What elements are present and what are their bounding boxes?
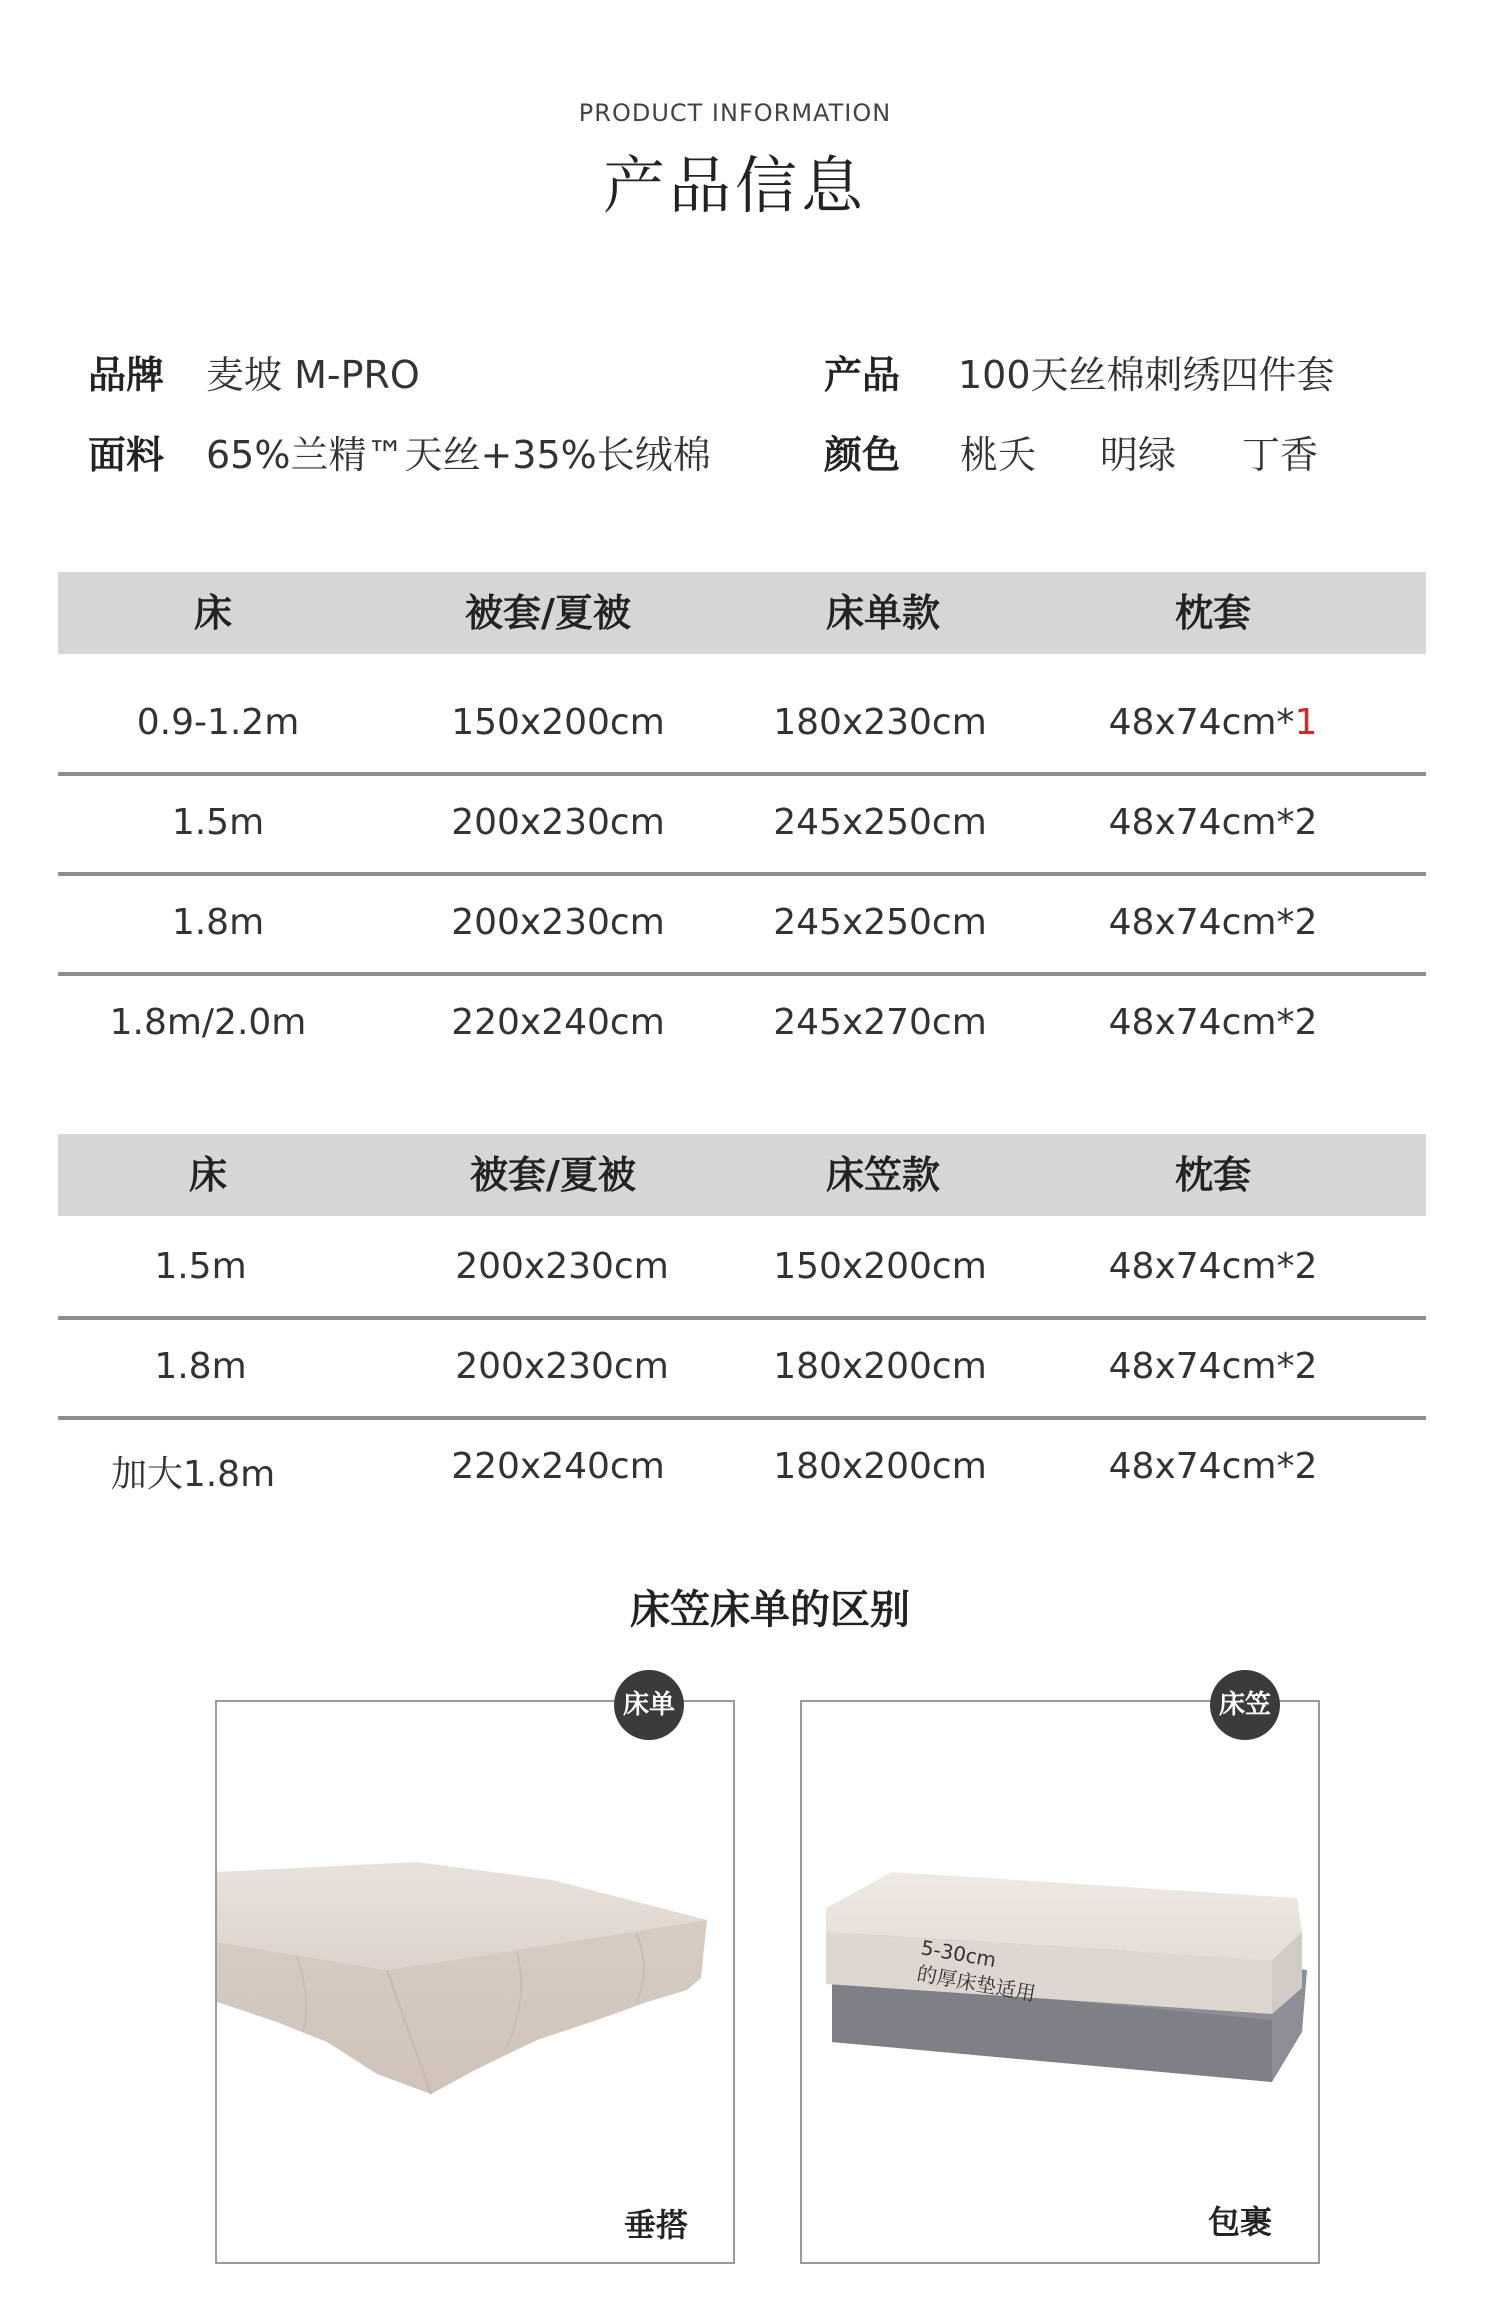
duvet-cell: 200x230cm: [455, 1346, 669, 1387]
duvet-cell: 150x200cm: [451, 702, 665, 743]
sheet-table-header: [58, 572, 1426, 654]
flat-sheet-caption: 垂搭: [624, 2206, 689, 2244]
column-header: 床: [193, 591, 232, 635]
column-header: 枕套: [1174, 1153, 1251, 1197]
bed-size-cell: 0.9-1.2m: [136, 702, 300, 743]
color-option: 丁香: [1242, 433, 1319, 477]
fitted-cell: 180x200cm: [773, 1446, 987, 1487]
page-subtitle: PRODUCT INFORMATION: [578, 99, 892, 127]
fitted-sheet-illustration: [802, 1702, 1318, 2262]
pillowcase-cell: 48x74cm*2: [1108, 1346, 1318, 1387]
fitted-sheet-caption: 包裹: [1208, 2203, 1273, 2241]
flat-sheet-illustration: [217, 1702, 733, 2262]
pillowcase-cell: 48x74cm*2: [1108, 902, 1318, 943]
sheet-cell: 245x250cm: [773, 802, 987, 843]
difference-title: 床笠床单的区别: [630, 1587, 910, 1633]
duvet-cell: 200x230cm: [451, 802, 665, 843]
bed-size-cell: 1.8m: [154, 1346, 247, 1387]
fitted-sheet-badge: 床笠: [1210, 1670, 1280, 1740]
brand-value: 麦坡 M-PRO: [206, 353, 420, 397]
duvet-cell: 220x240cm: [451, 1002, 665, 1043]
brand-label: 品牌: [88, 353, 165, 397]
color-label: 颜色: [824, 433, 901, 477]
pillowcase-cell: 48x74cm*2: [1108, 802, 1318, 843]
duvet-cell: 200x230cm: [455, 1246, 669, 1287]
color-option: 明绿: [1100, 433, 1177, 477]
bed-size-cell: 1.8m: [171, 902, 265, 943]
row-divider: [58, 1316, 1426, 1320]
fabric-label: 面料: [88, 433, 165, 477]
color-option: 桃夭: [960, 433, 1037, 477]
fitted-sheet-card: [800, 1700, 1320, 2264]
product-value: 100天丝棉刺绣四件套: [958, 353, 1335, 397]
fabric-value: 65%兰精™天丝+35%长绒棉: [206, 433, 711, 477]
column-header: 床单款: [825, 591, 940, 635]
row-divider: [58, 872, 1426, 876]
fitted-note-line2: 的厚床垫适用: [915, 1961, 1038, 2006]
duvet-cell: 200x230cm: [451, 902, 665, 943]
pillowcase-cell: 48x74cm*2: [1108, 1446, 1318, 1487]
column-header: 枕套: [1174, 591, 1251, 635]
row-divider: [58, 772, 1426, 776]
pillowcase-count: 1: [1294, 702, 1318, 743]
flat-sheet-card: [215, 1700, 735, 2264]
column-header: 被套/夏被: [465, 591, 631, 635]
fitted-note-line1: 5-30cm: [919, 1935, 999, 1973]
bed-size-cell: 1.5m: [171, 802, 265, 843]
page-title: 产品信息: [602, 149, 867, 222]
product-label: 产品: [824, 353, 901, 397]
pillowcase-size: 48x74cm*: [1108, 702, 1295, 743]
fitted-table-header: [58, 1134, 1426, 1216]
pillowcase-cell: 48x74cm*2: [1108, 1002, 1318, 1043]
column-header: 床: [188, 1153, 227, 1197]
bed-size-cell: 1.5m: [154, 1246, 247, 1287]
bed-size-cell: 1.8m/2.0m: [109, 1002, 307, 1043]
sheet-cell: 245x270cm: [773, 1002, 987, 1043]
column-header: 床笠款: [825, 1153, 940, 1197]
fitted-cell: 150x200cm: [773, 1246, 987, 1287]
row-divider: [58, 1416, 1426, 1420]
fitted-cell: 180x200cm: [773, 1346, 987, 1387]
flat-sheet-badge: 床单: [614, 1670, 684, 1740]
duvet-cell: 220x240cm: [451, 1446, 665, 1487]
sheet-cell: 180x230cm: [773, 702, 987, 743]
pillowcase-cell: [1048, 702, 1378, 743]
column-header: 被套/夏被: [470, 1153, 636, 1197]
pillowcase-cell: 48x74cm*2: [1108, 1246, 1318, 1287]
bed-size-cell: 加大1.8m: [110, 1454, 276, 1495]
sheet-cell: 245x250cm: [773, 902, 987, 943]
row-divider: [58, 972, 1426, 976]
